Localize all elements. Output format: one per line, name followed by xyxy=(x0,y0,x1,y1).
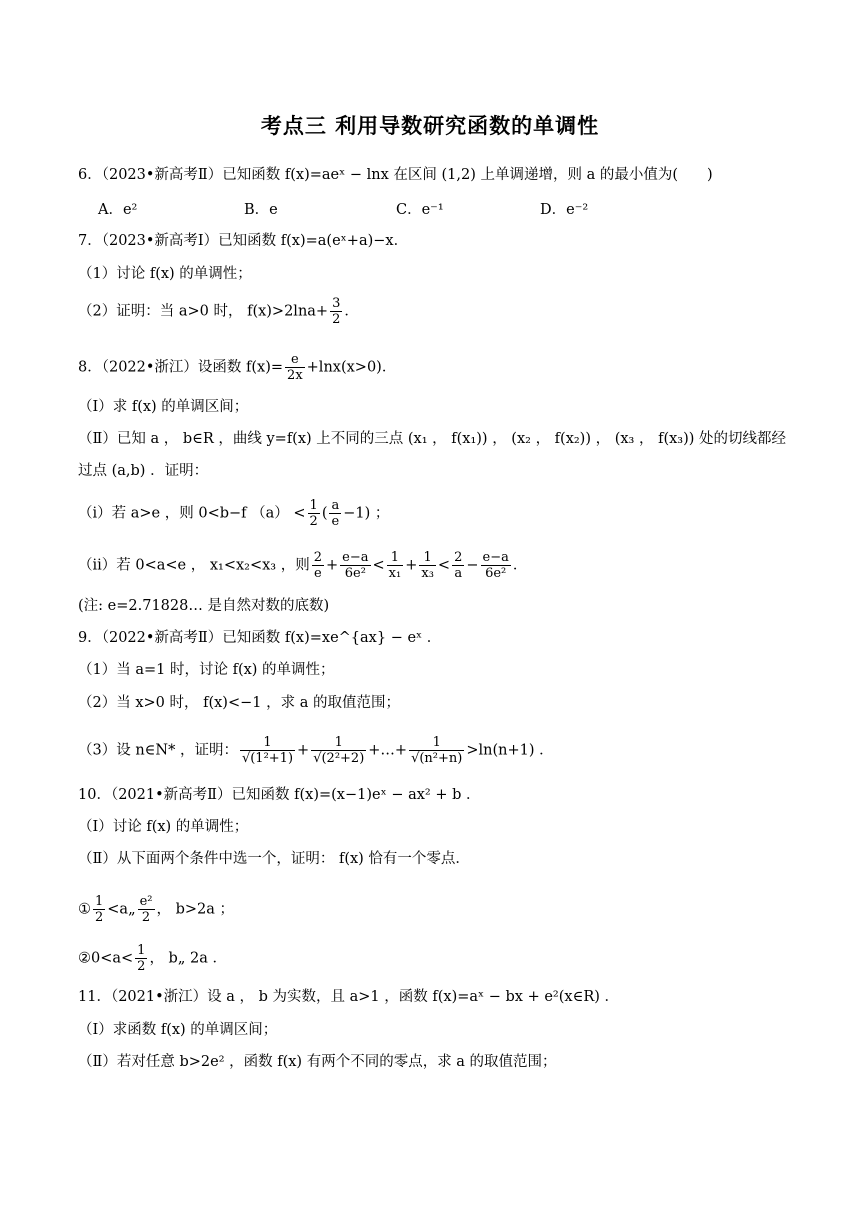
numerator: e−a xyxy=(482,550,509,565)
question-11-part-1: （Ⅰ）求函数 f(x) 的单调区间； xyxy=(78,1022,278,1038)
question-7-part-2 xyxy=(78,296,790,327)
choice-c: C．e⁻¹ xyxy=(396,202,444,218)
fraction xyxy=(330,296,342,327)
denominator: x₁ xyxy=(388,566,402,581)
numerator: 1 xyxy=(137,943,146,958)
q10-c2-end: ， b„ 2a ． xyxy=(149,950,227,967)
question-9-stem: 9．（2022•新高考Ⅱ）已知函数 f(x)=xe^{ax} − eˣ ． xyxy=(78,630,442,646)
fraction xyxy=(481,550,511,581)
fraction xyxy=(311,735,366,766)
numerator: 3 xyxy=(332,296,341,311)
q9-p3-text: （3）设 n∈N* ，证明： xyxy=(78,742,238,759)
question-7-stem: 7．（2023•新高考Ⅰ）已知函数 f(x)=a(eˣ+a)−x． xyxy=(78,233,409,249)
q8-i-paren: ( xyxy=(321,505,328,522)
fraction xyxy=(340,550,370,581)
question-8-part-2: （Ⅱ）已知 a ， b∈R ，曲线 y=f(x) 上不同的三点 (x₁ ， f(x₁)) ， (x₂ ， f(x₂)) ， (x₃ ， f(x₃)) 处的切线都经 xyxy=(78,431,787,447)
q8-i-text: （ⅰ）若 a>e ，则 0<b−f （a） < xyxy=(78,505,306,522)
numerator: e xyxy=(285,352,305,368)
denominator: e xyxy=(314,566,322,581)
fraction xyxy=(240,735,295,766)
numerator: 1 xyxy=(419,550,436,566)
operator: + xyxy=(326,557,339,574)
denominator: 2 xyxy=(95,910,104,925)
q8-stem-text: 8．（2022•浙江）设函数 f(x)= xyxy=(78,359,284,376)
fraction xyxy=(387,550,404,581)
denominator: e xyxy=(331,514,340,529)
operator: + xyxy=(297,742,310,759)
question-10-condition-2 xyxy=(78,943,790,974)
question-10-part-2: （Ⅱ）从下面两个条件中选一个，证明： f(x) 恰有一个零点． xyxy=(78,851,470,867)
fraction xyxy=(308,498,320,529)
choice-b: B．e xyxy=(244,202,278,218)
question-8-sub-i xyxy=(78,498,790,529)
q8-ii-end: ． xyxy=(512,557,528,574)
numerator: 2 xyxy=(454,550,463,565)
operator: − xyxy=(466,557,479,574)
q8-ii-text: （ⅱ）若 0<a<e ， x₁<x₂<x₃ ，则 xyxy=(78,557,310,574)
numerator: 1 xyxy=(311,735,366,751)
question-11-stem: 11．（2021•浙江）设 a ， b 为实数，且 a>1 ，函数 f(x)=aˣ − bx + e²(x∈R) ． xyxy=(78,989,620,1005)
denominator: 2 xyxy=(309,514,318,529)
question-8-stem xyxy=(78,352,790,383)
fraction xyxy=(329,498,341,529)
q7-p2-end: ． xyxy=(344,303,359,320)
question-9-part-1: （1）当 a=1 时，讨论 f(x) 的单调性； xyxy=(78,662,335,678)
fraction xyxy=(93,894,105,925)
numerator: e−a xyxy=(342,550,369,565)
q9-p3-end: >ln(n+1) ． xyxy=(466,742,554,759)
q10-c2-text: ②0<a< xyxy=(78,950,134,967)
operator: < xyxy=(372,557,385,574)
question-10-part-1: （Ⅰ）讨论 f(x) 的单调性； xyxy=(78,819,249,835)
question-8-sub-ii xyxy=(78,550,790,581)
q10-c1-end: ， b>2a ； xyxy=(156,901,235,918)
denominator: √(1²+1) xyxy=(241,751,294,766)
question-10-stem: 10．（2021•新高考Ⅱ）已知函数 f(x)=(x−1)eˣ − ax² + b ． xyxy=(78,787,481,803)
denominator: √(2²+2) xyxy=(313,751,365,766)
q8-i-end: −1) ； xyxy=(343,505,390,522)
numerator: 1 xyxy=(409,735,464,751)
question-11-part-2: （Ⅱ）若对任意 b>2e² ，函数 f(x) 有两个不同的零点，求 a 的取值范围； xyxy=(78,1054,557,1070)
numerator: e² xyxy=(139,894,153,909)
denominator: 2 xyxy=(137,959,146,974)
q8-stem-end: +lnx(x>0)． xyxy=(306,359,397,376)
denominator: 2 xyxy=(141,910,151,925)
circled-number: ① xyxy=(78,901,91,918)
question-8-part-2-cont: 过点 (a,b) ．证明： xyxy=(78,463,209,479)
operator: <a„ xyxy=(107,901,136,918)
page-title: 考点三 利用导数研究函数的单调性 xyxy=(260,114,600,138)
fraction xyxy=(138,894,155,925)
denominator: √(n²+n) xyxy=(411,751,463,766)
fraction xyxy=(452,550,464,581)
q7-p2-text: （2）证明：当 a>0 时， f(x)>2lna+ xyxy=(78,303,329,320)
numerator: 1 xyxy=(387,550,404,566)
question-10-condition-1 xyxy=(78,894,790,925)
denominator: 2x xyxy=(287,368,303,383)
question-8-part-1: （Ⅰ）求 f(x) 的单调区间； xyxy=(78,399,249,415)
operator: +…+ xyxy=(368,742,408,759)
choice-a: A．e² xyxy=(98,202,138,218)
question-6-stem: 6．（2023•新高考Ⅱ）已知函数 f(x)=aeˣ − lnx 在区间 (1,2) 上单调递增，则 a 的最小值为( ) xyxy=(78,167,713,183)
numerator: a xyxy=(331,498,340,513)
fraction xyxy=(285,352,305,383)
denominator: a xyxy=(454,566,463,581)
operator: < xyxy=(437,557,451,574)
denominator: 6e² xyxy=(485,566,507,581)
fraction xyxy=(135,943,147,974)
numerator: 2 xyxy=(313,550,323,565)
fraction xyxy=(312,550,324,581)
fraction xyxy=(419,550,436,581)
question-9-part-2: （2）当 x>0 时， f(x)<−1 ，求 a 的取值范围； xyxy=(78,695,400,711)
choice-d: D．e⁻² xyxy=(540,202,589,218)
question-8-note: (注: e=2.71828… 是自然对数的底数) xyxy=(78,598,330,614)
fraction xyxy=(409,735,464,766)
denominator: x₃ xyxy=(421,566,434,581)
denominator: 6e² xyxy=(344,566,366,581)
numerator: 1 xyxy=(309,498,318,513)
question-9-part-3 xyxy=(78,735,790,766)
question-7-part-1: （1）讨论 f(x) 的单调性； xyxy=(78,266,252,282)
numerator: 1 xyxy=(95,894,104,909)
denominator: 2 xyxy=(332,312,341,327)
operator: + xyxy=(405,557,418,574)
numerator: 1 xyxy=(240,735,295,751)
